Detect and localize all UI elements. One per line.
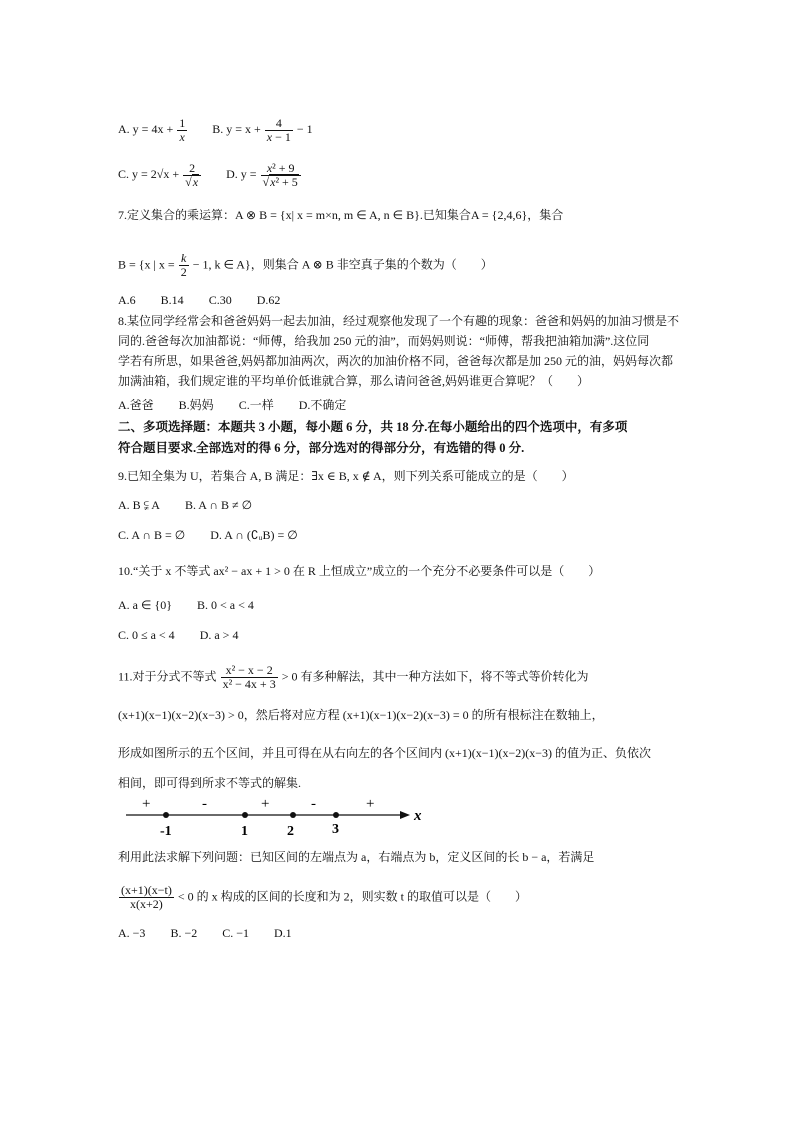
q7-stem-line1: 7.定义集合的乘运算：A ⊗ B = {x| x = m×n, m ∈ A, n ∈ B}.已知集合A = {2,4,6}，集合 [118,208,564,222]
q11-options [118,925,314,941]
q8-line-4: 加满油箱，我们规定谁的平均单价低谁就合算，那么请问爸爸,妈妈谁更合算呢？（ ） [118,374,590,388]
q10-options-row2 [118,627,260,643]
q11-option-d: D.1 [274,926,292,940]
sign-label-3: + [261,796,270,812]
q10-stem: 10.“关于 x 不等式 ax² − ax + 1 > 0 在 R 上恒成立”成立的一个充分不必要条件可以是（ ） [118,564,601,578]
q11-condition-fraction: $\frac{(x+1)(x-t)}{x(x+2)}$ [121,883,172,911]
q6-d-fraction: $\frac{\text{x² + 9}}{\text{√x² + 5}}$ [261,162,301,189]
q6-option-d: D. y = $\frac{\text{x² + 9}}{\text{√x² + 5}}$ [226,167,302,181]
q7-option-d: D.62 [256,293,281,307]
q10-option-d: D. a > 4 [199,628,239,642]
root-point-3 [290,812,296,818]
q11-line-4: 相间，即可得到所求不等式的解集. [118,776,302,790]
sign-label-4: - [311,796,316,812]
q9-option-b: B. A ∩ B ≠ ∅ [184,498,253,512]
q11-option-b: B. −2 [170,926,198,940]
root-point-2 [242,812,248,818]
number-line-var: x [414,808,422,824]
q6-row-cd [118,162,302,189]
q6-option-c: C. y = 2√x + $\frac{2}{√x}$ [118,167,205,181]
q10-options-row1 [118,597,276,613]
q7-option-c: C.30 [208,293,232,307]
root-label-2: 1 [241,824,248,839]
q6-b-fraction: $\frac{4}{x - 1}$ [266,116,291,144]
q11-line-5: 利用此法求解下列问题：已知区间的左端点为 a，右端点为 b，定义区间的长 b − a，若满足 [118,850,595,864]
q7-option-a: A.6 [118,293,136,307]
q11-stem-line1: 11.对于分式不等式 $\frac{\text{x² − x − 2}}{\text{x² − 4x + 3}}$ > 0 有多种解法，其中一种方法如下，将不等式等价转化为 [118,663,589,691]
section2-heading-line1: 二、多项选择题：本题共 3 小题，每小题 6 分，共 18 分.在每小题给出的四个选项中，有多项 [118,420,628,434]
q8-line-1: 8.某位同学经常会和爸爸妈妈一起去加油，经过观察他发现了一个有趣的现象：爸爸和妈妈的加油习惯是不 [118,314,680,328]
q6-c-fraction: $\frac{2}{√x}$ [183,162,201,189]
root-label-4: 3 [332,822,339,837]
q7-k-fraction: $\frac{k}{2}$ [180,251,187,279]
q11-line-3: 形成如图所示的五个区间，并且可得在从右向左的各个区间内 (x+1)(x−1)(x−2)(x−3) 的值为正、负依次 [118,746,652,760]
number-line-arrow-icon [400,811,410,819]
q6-option-a: A. y = 4x + $\frac{1}{x}$ [118,116,186,144]
q8-line-3: 学若有所思，如果爸爸,妈妈都加油两次，两次的加油价格不同，爸爸每次都是加 250 元的油，妈妈每次都 [118,354,674,368]
q7-stem-line2: B = {x | x = $\frac{k}{2}$ − 1, k ∈ A}，则集合 A ⊗ B 非空真子集的个数为（ ） [118,251,493,279]
q8-option-c: C.一样 [238,398,274,412]
root-label-1: -1 [160,824,172,839]
q6-a-fraction: $\frac{1}{x}$ [179,116,186,144]
q11-condition-line: $\frac{(x+1)(x-t)}{x(x+2)}$ < 0 的 x 构成的区间的长度和为 2，则实数 t 的取值可以是（ ） [121,883,527,911]
q6-row-ab [118,117,313,144]
q8-options [118,397,368,413]
q8-line-2: 同的.爸爸每次加油都说：“师傅，给我加 250 元的油”，而妈妈则说：“师傅，帮我把油箱加满”.这位同 [118,334,650,348]
q11-fraction: $\frac{\text{x² − x − 2}}{\text{x² − 4x + 3}}$ [222,663,276,691]
q9-options-row2 [118,527,320,543]
sign-label-2: - [202,796,207,812]
q9-options-row1 [118,497,274,513]
q8-option-b: B.妈妈 [178,398,214,412]
q10-option-a: A. a ∈ {0} [118,598,172,612]
q10-option-c: C. 0 ≤ a < 4 [118,628,175,642]
root-point-1 [163,812,169,818]
q7-options [118,292,302,308]
root-point-4 [333,812,339,818]
q11-option-c: C. −1 [222,926,249,940]
q8-option-d: D.不确定 [298,398,347,412]
q10-option-b: B. 0 < a < 4 [196,598,254,612]
root-label-3: 2 [287,824,294,839]
q9-option-a: A. B ⫋ A [118,498,160,512]
q9-option-c: C. A ∩ B = ∅ [118,528,186,542]
q9-option-d: D. A ∩ (∁ᵤB) = ∅ [210,528,298,542]
q9-stem: 9.已知全集为 U，若集合 A, B 满足：∃x ∈ B, x ∉ A，则下列关系可能成立的是（ ） [118,469,574,483]
sign-label-5: + [366,796,375,812]
q8-option-a: A.爸爸 [118,398,154,412]
section2-heading-line2: 符合题目要求.全部选对的得 6 分，部分选对的得部分分，有选错的得 0 分. [118,441,525,455]
number-line-diagram [118,792,438,842]
q6-option-b: B. y = x + $\frac{4}{x - 1}$ − 1 [212,116,313,144]
sign-label-1: + [142,796,151,812]
q7-option-b: B.14 [160,293,184,307]
q11-option-a: A. −3 [118,926,146,940]
q11-line-2: (x+1)(x−1)(x−2)(x−3) > 0，然后将对应方程 (x+1)(x−1)(x−2)(x−3) = 0 的所有根标注在数轴上， [118,708,604,722]
